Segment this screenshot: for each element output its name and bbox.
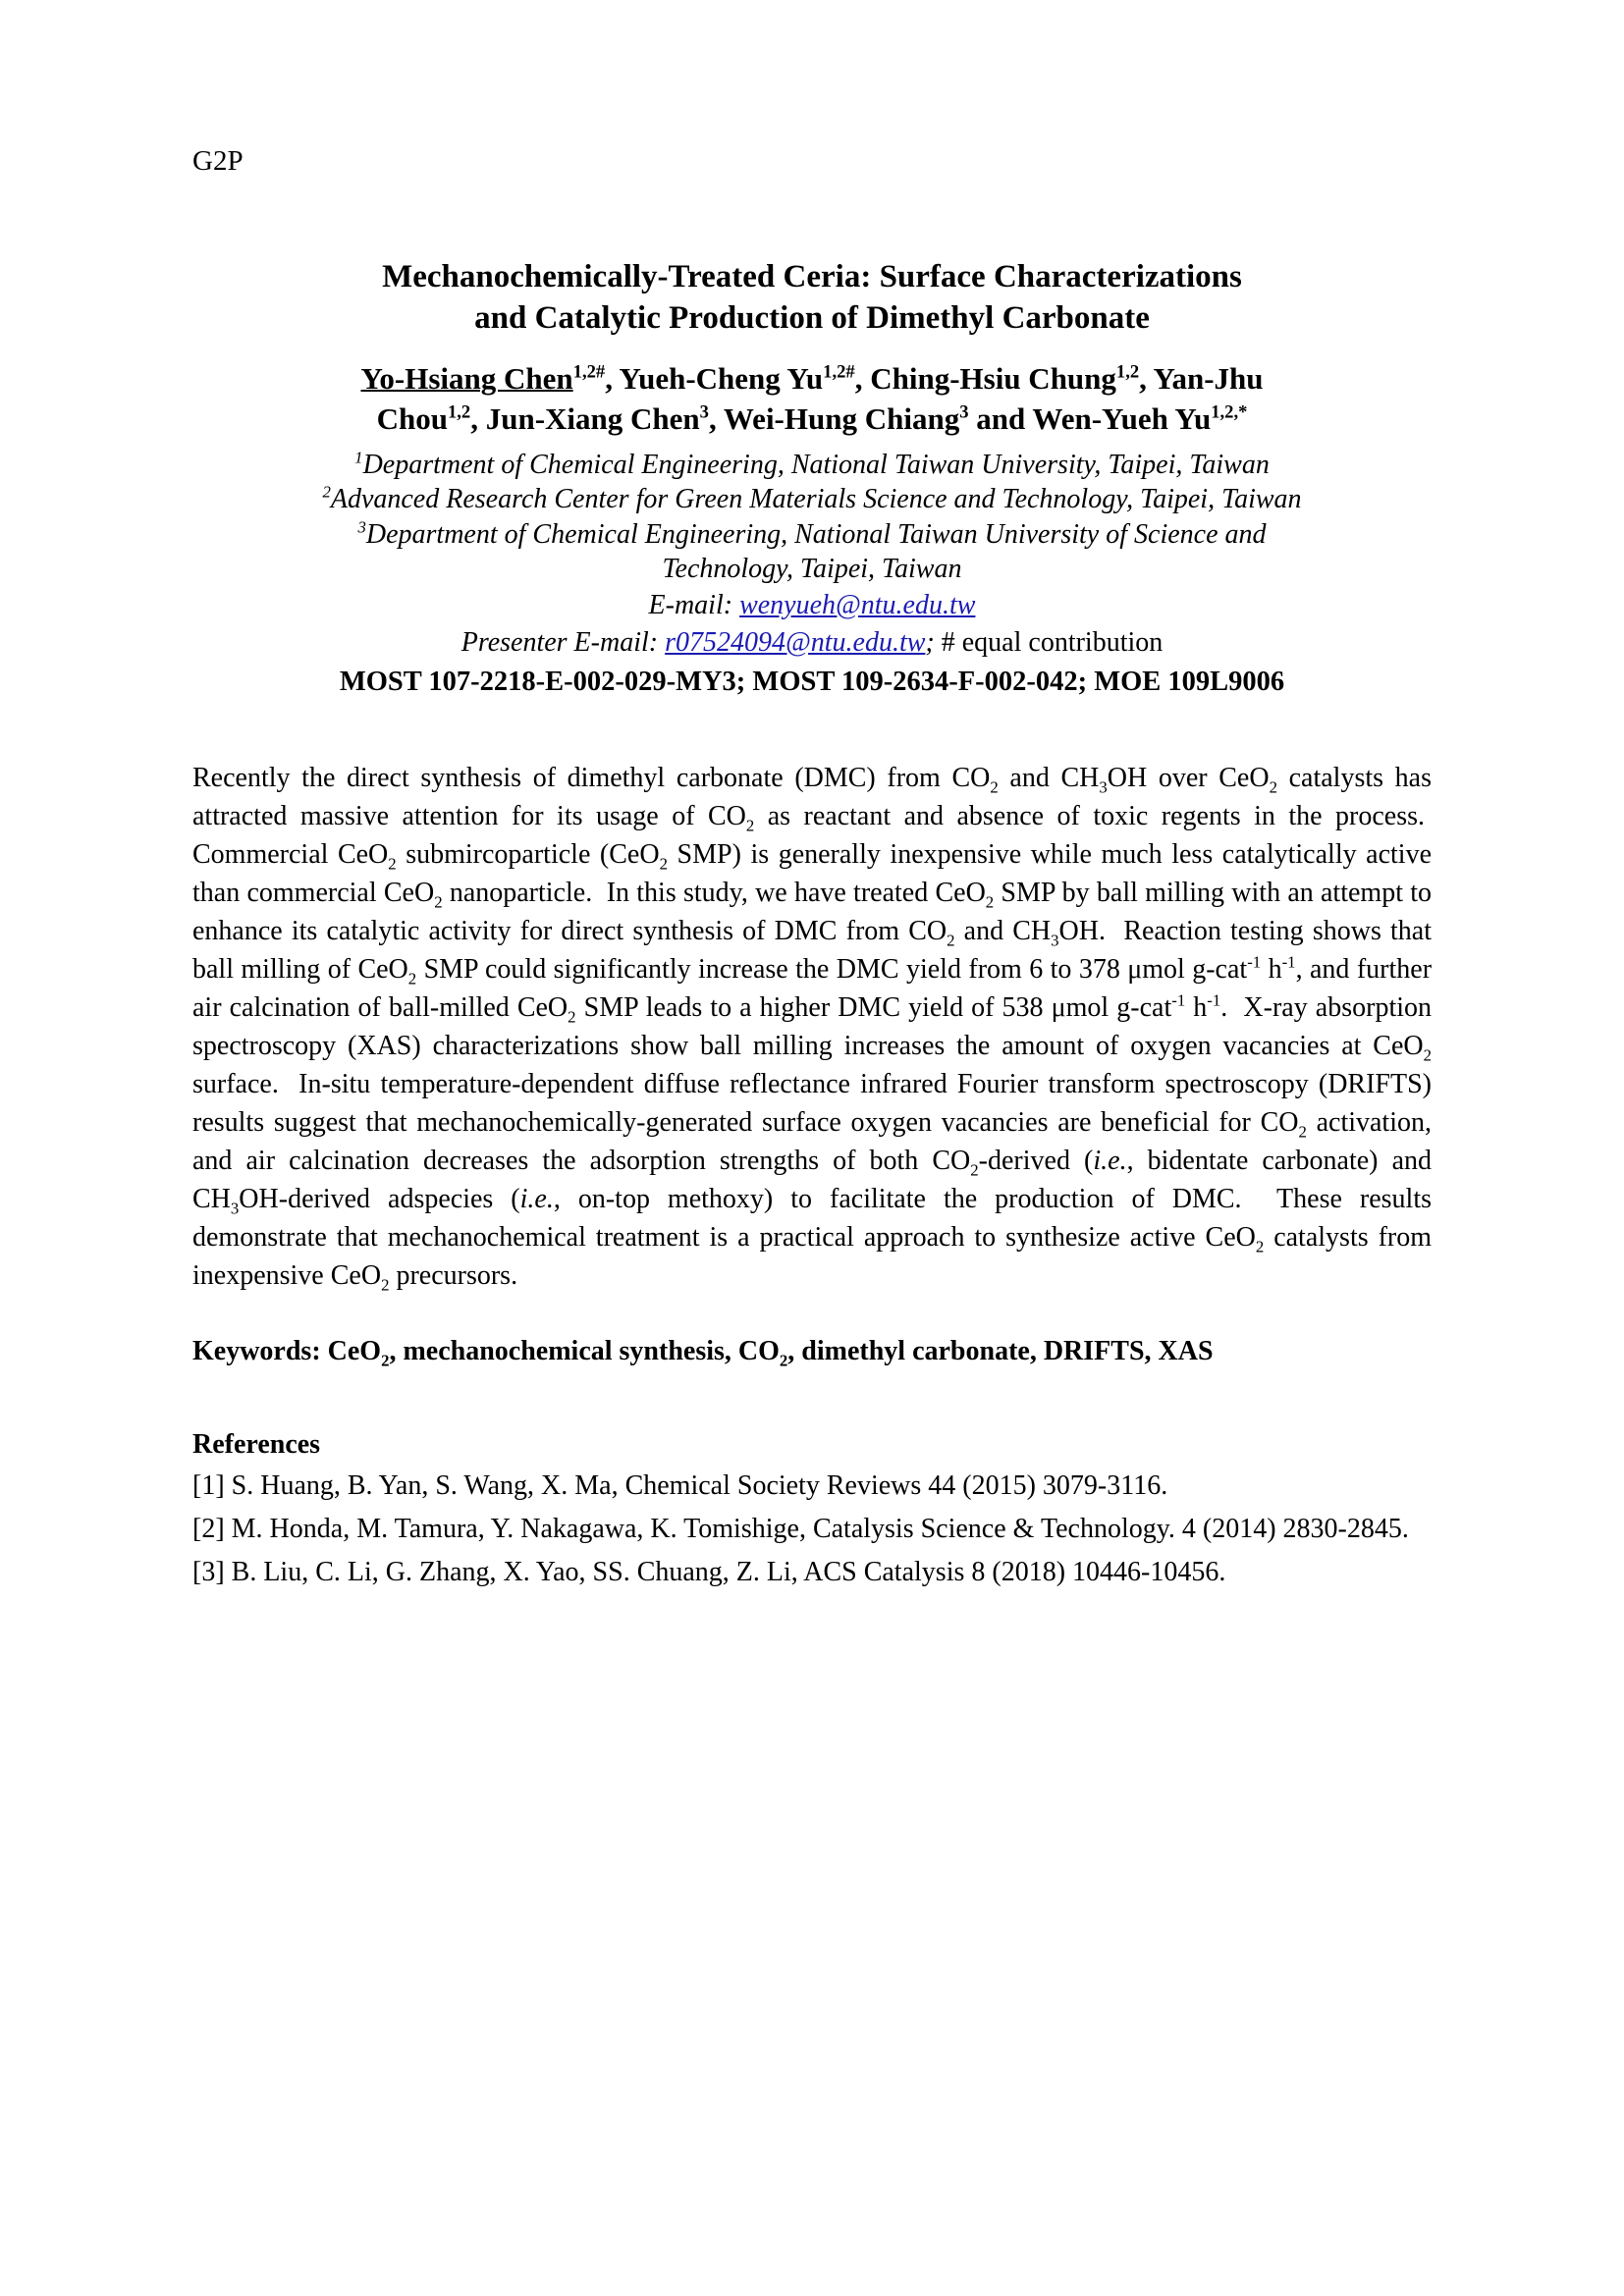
author-list: Yo-Hsiang Chen$^{1,2\#}$, Yueh-Cheng $Yu^{1,2\#}$, Ching-Hsiu Chung$^{1,2}$, Yan-Jhu Chou$^{1,2}$, Jun-Xiang Chen$^3$, Wei-Hung Chiang$^3$ and Wen-Yueh $Yu^{1,2,*}$: [360, 360, 1264, 436]
corresponding-email-link[interactable]: wenyueh@ntu.edu.tw: [739, 589, 976, 620]
reference-item-2: [2] M. Honda, M. Tamura, Y. Nakagawa, K. Tomishige, Catalysis Science & Technology. 4 (2014) 2830-2845.: [192, 1513, 1409, 1544]
affiliation-2: $^2$Advanced Research Center for Green Materials Science and Technology, Taipei, Taiwan: [322, 482, 1302, 515]
abstract-paragraph: Recently the direct synthesis of dimethyl carbonate (DMC) from $CO_2$ and $CH_3OH$ over CeO$_2$ catalysts has attracted massive attention for its usage of $CO_2$ as reactant and absence of toxic regents in the process. Commercial CeO$_2$ submircoparticle (CeO$_2$ SMP) is generally inexpensive while much less catalytically active than commercial CeO$_2$ nanoparticle. In this study, we have treated CeO$_2$ SMP by ball milling with an attempt to enhance its catalytic activity for direct synthesis of DMC from $CO_2$ and $CH_3OH$. Reaction testing shows that ball milling of CeO$_2$ SMP could significantly increase the DMC yield from 6 to 378 μmol g-cat$^{-1}$ $h^{-1}$, and further air calcination of ball-milled CeO$_2$ SMP leads to a higher DMC yield of 538 μmol g-cat$^{-1}$ $h^{-1}$. X-ray absorption spectroscopy (XAS) characterizations show ball milling increases the amount of oxygen vacancies at CeO$_2$ surface. In-situ temperature-dependent diffuse reflectance infrared Fourier transform spectroscopy (DRIFTS) results suggest that mechanochemically-generated surface oxygen vacancies are beneficial for $CO_2$ activation, and air calcination decreases the adsorption strengths of both $CO_2$-derived (i.e., bidentate carbonate) and $CH_3OH$-derived adspecies (i.e., on-top methoxy) to facilitate the production of DMC. These results demonstrate that mechanochemical treatment is a practical approach to synthesize active CeO$_2$ catalysts from inexpensive CeO$_2$ precursors.: [192, 762, 1433, 1295]
grant-numbers-line: MOST 107-2218-E-002-029-MY3; MOST 109-2634-F-002-042; MOE 109L9006: [339, 667, 1285, 698]
references-heading: References: [192, 1428, 321, 1460]
reference-item-1: [1] S. Huang, B. Yan, S. Wang, X. Ma, Chemical Society Reviews 44 (2015) 3079-3116.: [192, 1469, 1168, 1501]
affiliation-3: $^3$Department of Chemical Engineering, National Taiwan University of Science and Technology, Taipei, Taiwan: [357, 517, 1267, 585]
presenter-email-line: Presenter E-mail: r07524094@ntu.edu.tw; # equal contribution: [460, 626, 1164, 658]
doc-code-label: G2P: [192, 145, 244, 177]
keywords-line: Keywords: CeO$_2$, mechanochemical synthesis, $CO_2$, dimethyl carbonate, DRIFTS, XAS: [192, 1335, 1214, 1370]
presenter-email-link[interactable]: r07524094@ntu.edu.tw: [665, 626, 926, 658]
affiliation-1: $^1$Department of Chemical Engineering, National Taiwan University, Taipei, Taiwan: [354, 448, 1270, 480]
reference-item-3: [3] B. Liu, C. Li, G. Zhang, X. Yao, SS. Chuang, Z. Li, ACS Catalysis 8 (2018) 10446-10456.: [192, 1556, 1226, 1587]
corresponding-email-line: E-mail: wenyueh@ntu.edu.tw: [648, 589, 976, 620]
paper-title: Mechanochemically-Treated Ceria: Surface Characterizations and Catalytic Production of Dimethyl Carbonate: [382, 259, 1242, 336]
